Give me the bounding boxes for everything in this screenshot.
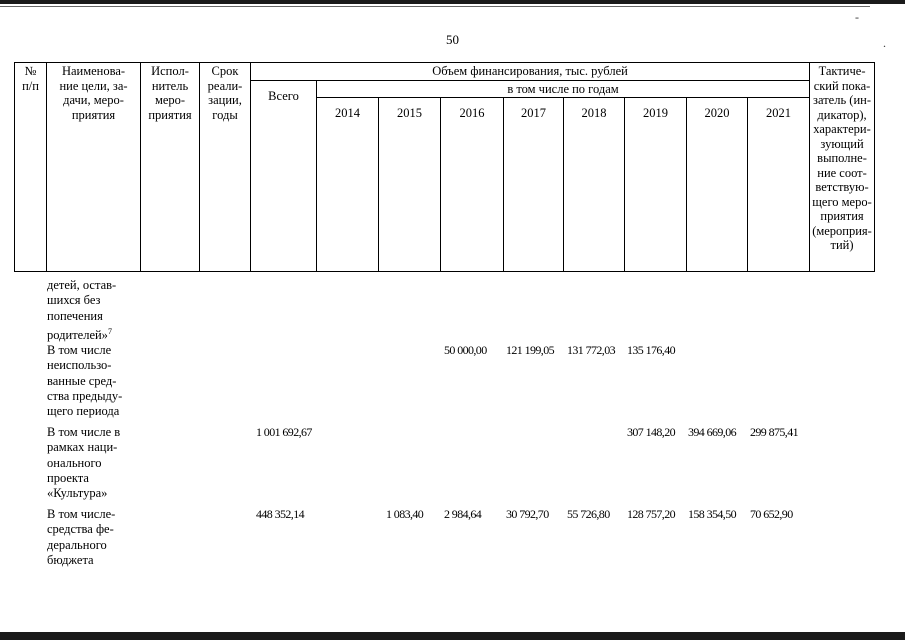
header-col-term: Срок реали- зации, годы [200,63,251,272]
row-value-2017: 121 199,05 [506,343,555,357]
row-value-2016: 50 000,00 [444,343,487,357]
row-name: В том числе- средства фе- дерального бюджета [47,507,116,567]
header-year-2016: 2016 [441,98,504,272]
row-value-2016: 2 984,64 [444,507,482,521]
row-value-total: 1 001 692,67 [256,425,312,439]
row-value-2021: 299 875,41 [750,425,799,439]
row-value-2015: 1 083,40 [386,507,424,521]
header-year-2021: 2021 [748,98,810,272]
footnote-marker: 7 [107,326,112,336]
row-value-2019: 128 757,20 [627,507,676,521]
header-year-2015: 2015 [379,98,441,272]
row-value-2017: 30 792,70 [506,507,549,521]
header-col-number: № п/п [15,63,47,272]
header-col-executor: Испол- нитель меро- приятия [141,63,200,272]
row-value-2019: 135 176,40 [627,343,676,357]
header-year-2017: 2017 [504,98,564,272]
row-value-2020: 394 669,06 [688,425,737,439]
header-year-2018: 2018 [564,98,625,272]
header-year-2019: 2019 [625,98,687,272]
row-value-2021: 70 652,90 [750,507,793,521]
header-total: Всего [251,80,317,272]
header-funding-title: Объем финансирования, тыс. рублей [251,63,810,81]
header-year-2020: 2020 [687,98,748,272]
header-year-2014: 2014 [317,98,379,272]
row-value-2018: 131 772,03 [567,343,616,357]
row-name: В том числе неиспользо- ванные сред- ства предыду- щего периода [47,343,123,419]
scan-top-border [0,0,905,4]
scan-bottom-border [0,632,905,640]
header-col-name: Наименова- ние цели, за- дачи, меро- приятия [47,63,141,272]
row-value-total: 448 352,14 [256,507,305,521]
header-col-indicator: Тактиче- ский пока- затель (ин- дикатор), характери- зующий выполне- ние соот- ветствую- щего меро- приятия (мероприя- тий) [810,63,875,272]
row-value-2019: 307 148,20 [627,425,676,439]
row-value-2020: 158 354,50 [688,507,737,521]
scan-mark: - [855,10,859,24]
table-header [14,62,875,272]
page-number: 50 [446,32,459,47]
scan-mark: . [883,36,886,50]
row-name: В том числе в рамках наци- онального проекта «Культура» [47,425,121,501]
row-name: детей, остав- шихся без попечения родителей»$^7$ [47,278,117,343]
row-value-2018: 55 726,80 [567,507,610,521]
header-by-years: в том числе по годам [317,80,810,98]
scan-top-line [0,6,870,7]
